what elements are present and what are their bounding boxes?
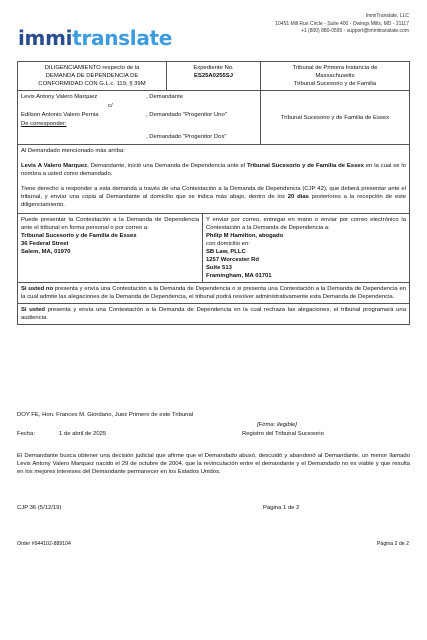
attorney-street: 1257 Worcester Rd	[206, 257, 259, 263]
notice-paragraph-1: Levis A Valero Marquez, Demandante, inició una Demanda de Dependencia ante el Tribunal Sucesorio y de Familia de Essex en la cual se lo nombra a usted como demandado.	[21, 163, 406, 177]
date-value: 1 de abril de 2025	[59, 431, 107, 437]
court-division: Tribunal Sucesorio y de Familia de Essex	[260, 91, 409, 144]
warning-1: Si usted no presenta y envía una Contestación a la Demanda de Dependencia o si presenta una Contestación a la Demanda de Dependencia en la cual admite las alegaciones de la Demanda de Dependencia, el tribunal podrá resolver administrativamente esta Demanda de Dependencia.	[21, 286, 407, 300]
warning-row-2	[18, 304, 409, 324]
docket-number: ES25A0255SJ	[194, 73, 233, 79]
filing-court-street: 36 Federal Street	[21, 241, 69, 247]
company-info	[199, 13, 409, 36]
filing-attorney: Y enviar por correo, entregar en mano o enviar por correo electrónico la Contestación a la Demanda de Dependencia a: Philip M Hamilton, abogado con domicilio en: SB Law, PLLC 1257 Worcester Rd Suite 513 Framingham, MA 01701	[202, 214, 409, 282]
plaintiff-role: , Demandante	[146, 94, 184, 100]
warning-2: Si usted presenta y envía una Contestación a la Demanda de Dependencia en la cual rechaza las alegaciones, el tribunal programará una audiencia.	[21, 307, 406, 321]
company-name: ImmiTranslate, LLC	[365, 13, 409, 19]
defendant1-role: , Demandado "Progenitor Uno"	[146, 112, 227, 118]
registry-label: Registro del Tribunal Sucesorio	[242, 431, 324, 437]
judge-attestation: DOY FE, Hon. Frances M. Giordano, Juez Primero de este Tribunal	[17, 412, 194, 418]
plaintiff-name: Levis Antony Valero Marquez	[21, 94, 98, 100]
notice-paragraph-2: Tiene derecho a responder a esta demanda a través de una Contestación a la Demanda de Dependencia (CJP 42), que deberá presentar ante el tribunal, y enviar una copia al Demandante al domicilio que se indica más abajo, dentro de los 20 días posteriores a la recepción de este diligenciamiento.	[21, 186, 406, 208]
filing-row	[18, 214, 409, 283]
docket-box	[166, 62, 260, 90]
defendant2-role: , Demandado "Progenitor Dos"	[146, 134, 227, 140]
page-number: Página 2 de 2	[376, 541, 409, 547]
filing-court: Puede presentar la Contestación a la Demanda de Dependencia ante el tribunal en forma personal o por correo a: Tribunal Sucesorio y de Familia de Essex 36 Federal Street Salem, MA, 01970	[21, 217, 199, 255]
form-id: CJP 36 (5/12/19)	[17, 505, 62, 511]
attorney-city: Framingham, MA 01701	[206, 273, 272, 279]
caption-row	[18, 62, 409, 91]
attorney-firm: SB Law, PLLC	[206, 249, 246, 255]
inner-page-number: Página 1 de 2	[263, 505, 300, 511]
immitranslate-logo: immitranslate	[18, 26, 173, 50]
company-address: 10451 Mill Run Circle - Suite 400 - Owings Mills, MD - 21117	[275, 20, 409, 27]
parties-row	[18, 91, 409, 145]
caption-title: DILIGENCIAMIENTO respecto de la DEMANDA DE DEPENDENCIA DE CONFORMIDAD CON G.L.c. 119, § 39M	[38, 65, 146, 87]
illegible-signature: [Firma: ilegible]	[257, 422, 297, 428]
defendant1-name: Edilson Antonio Valero Pernia	[21, 112, 99, 118]
docket-label: Expediente No.	[193, 65, 234, 71]
notice-row	[18, 145, 409, 214]
court-header: Tribunal de Primera Instancia de Massachusetts Tribunal Sucesorio y de Familia	[260, 62, 409, 90]
summons-form	[17, 61, 410, 325]
filing-court-name: Tribunal Sucesorio y de Familia de Essex	[21, 233, 137, 239]
corresponder-label: De corresponder:	[21, 121, 67, 127]
parties-box	[18, 91, 260, 144]
notice-greeting: Al Demandado mencionado más arriba:	[21, 148, 125, 154]
notice-text	[18, 145, 409, 213]
attorney-name: Philip M Hamilton, abogado	[206, 233, 284, 239]
company-contact: +1 (800) 880-0595 - support@immitranslate.com	[300, 28, 409, 34]
filing-court-city: Salem, MA, 01970	[21, 249, 71, 255]
warning-row-1	[18, 283, 409, 304]
versus: c/	[108, 103, 113, 109]
closing-paragraph: El Demandante busca obtener una decisión judicial que afirme que el Demandado abusó, descuidó y abandonó al Demandante, un menor llamado Levis Antony Valero Marquez nacido el 29 de octubre de 2004, que la revinculación entre el demandante y el Demandado no es viable y que resulta en los mejores intereses del Demandante permanecer en los Estados Unidos.	[17, 453, 410, 475]
order-number: Order #944102-889104	[17, 541, 71, 547]
attorney-suite: Suite 513	[206, 265, 232, 271]
date-label: Fecha:	[17, 431, 36, 437]
